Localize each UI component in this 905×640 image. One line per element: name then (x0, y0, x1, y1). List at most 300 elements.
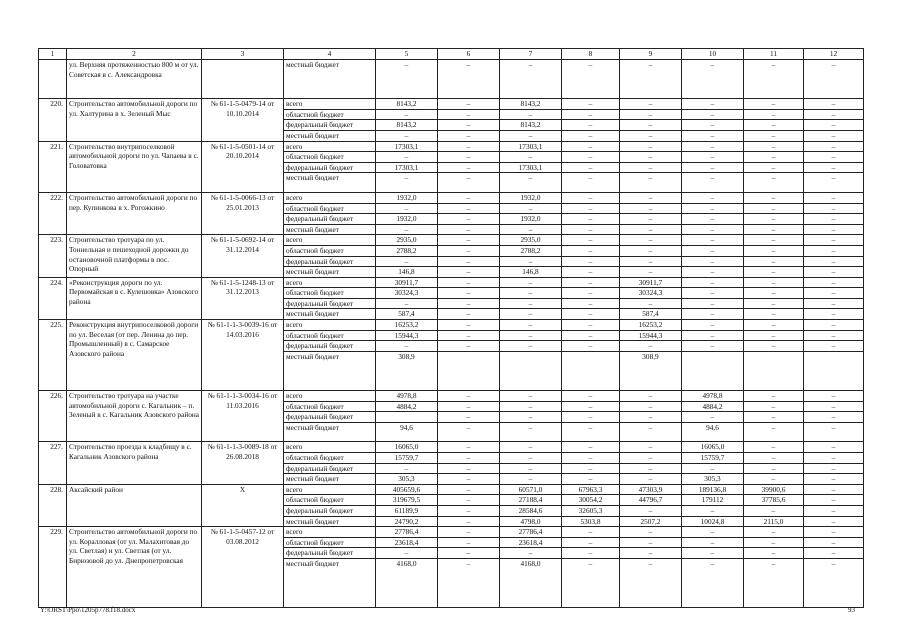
amount-cell: – (682, 109, 744, 120)
amount-cell: – (500, 152, 562, 163)
amount-cell: – (620, 192, 682, 203)
amount-cell: – (804, 537, 864, 548)
amount-cell: – (804, 224, 864, 235)
object-name: Строительство автомобильной дороги по пер. Купинкова в х. Рогожкино (67, 192, 202, 234)
amount-cell: 179112 (682, 495, 744, 506)
amount-cell: 2788,2 (376, 245, 438, 256)
amount-cell: – (804, 453, 864, 464)
amount-cell: 16065,0 (376, 442, 438, 453)
amount-cell: – (620, 141, 682, 152)
amount-cell: – (682, 277, 744, 288)
amount-cell: 23618,4 (376, 537, 438, 548)
amount-cell: – (804, 341, 864, 352)
funding-source: всего (284, 527, 376, 538)
amount-cell: – (376, 109, 438, 120)
amount-cell: – (682, 341, 744, 352)
amount-cell: – (500, 309, 562, 320)
amount-cell: – (620, 341, 682, 352)
amount-cell: – (438, 453, 500, 464)
amount-cell: 1932,0 (376, 214, 438, 225)
amount-cell: – (438, 99, 500, 110)
amount-cell: 2507,2 (620, 516, 682, 527)
amount-cell: – (500, 320, 562, 331)
amount-cell: 23618,4 (500, 537, 562, 548)
amount-cell: 47303,9 (620, 484, 682, 495)
amount-cell: 305,3 (682, 474, 744, 485)
amount-cell: – (744, 152, 804, 163)
amount-cell: – (562, 235, 620, 246)
funding-source: областной бюджет (284, 109, 376, 120)
amount-cell: – (500, 173, 562, 193)
amount-cell: – (438, 173, 500, 193)
table-row (39, 277, 864, 288)
column-number: 7 (500, 49, 562, 60)
page-number: 93 (848, 606, 855, 614)
amount-cell: – (804, 391, 864, 402)
funding-source: местный бюджет (284, 267, 376, 278)
amount-cell (744, 351, 804, 390)
amount-cell: – (804, 442, 864, 453)
amount-cell: – (804, 152, 864, 163)
amount-cell: 30911,7 (376, 277, 438, 288)
amount-cell: – (438, 256, 500, 267)
funding-source: всего (284, 192, 376, 203)
amount-cell: – (562, 453, 620, 464)
amount-cell: – (562, 474, 620, 485)
table-row (39, 141, 864, 152)
amount-cell: – (438, 537, 500, 548)
funding-source: федеральный бюджет (284, 505, 376, 516)
funding-source: федеральный бюджет (284, 162, 376, 173)
funding-source: местный бюджет (284, 351, 376, 390)
amount-cell: – (562, 298, 620, 309)
amount-cell (562, 351, 620, 390)
amount-cell (438, 351, 500, 390)
amount-cell: – (744, 192, 804, 203)
amount-cell: – (620, 422, 682, 442)
amount-cell: – (500, 203, 562, 214)
funding-source: федеральный бюджет (284, 548, 376, 559)
amount-cell: 15759,7 (682, 453, 744, 464)
amount-cell: – (376, 298, 438, 309)
amount-cell: 8143,2 (500, 120, 562, 131)
amount-cell: – (438, 309, 500, 320)
amount-cell: – (620, 298, 682, 309)
amount-cell: – (562, 442, 620, 453)
funding-source: федеральный бюджет (284, 412, 376, 423)
amount-cell: – (438, 267, 500, 278)
amount-cell: – (804, 162, 864, 173)
amount-cell: 94,6 (376, 422, 438, 442)
amount-cell: – (744, 309, 804, 320)
amount-cell: – (438, 320, 500, 331)
amount-cell: – (620, 214, 682, 225)
amount-cell: – (562, 109, 620, 120)
amount-cell: – (562, 162, 620, 173)
funding-source: областной бюджет (284, 401, 376, 412)
column-number: 12 (804, 49, 864, 60)
amount-cell: 61189,9 (376, 505, 438, 516)
amount-cell: – (562, 330, 620, 341)
amount-cell: – (438, 245, 500, 256)
amount-cell: 37785,6 (744, 495, 804, 506)
amount-cell: – (620, 130, 682, 141)
amount-cell: – (744, 60, 804, 99)
amount-cell: 189136,8 (682, 484, 744, 495)
amount-cell: – (682, 203, 744, 214)
amount-cell: – (682, 505, 744, 516)
amount-cell (682, 351, 744, 390)
funding-source: всего (284, 391, 376, 402)
table-row (39, 99, 864, 110)
amount-cell: – (744, 320, 804, 331)
amount-cell: 146,8 (500, 267, 562, 278)
amount-cell: 405659,6 (376, 484, 438, 495)
amount-cell: – (562, 224, 620, 235)
amount-cell: – (438, 412, 500, 423)
amount-cell: – (500, 412, 562, 423)
amount-cell: – (804, 401, 864, 412)
amount-cell: – (682, 214, 744, 225)
amount-cell: 27188,4 (500, 495, 562, 506)
object-name: Строительство тротуара по ул. Тоннельная и пешеходной дорожки до остановочной платформы в пос. Опорный (67, 235, 202, 277)
amount-cell: – (682, 256, 744, 267)
row-number: 225. (39, 320, 67, 391)
table-row (39, 235, 864, 246)
amount-cell: – (804, 214, 864, 225)
amount-cell: – (682, 120, 744, 131)
amount-cell: 32605,3 (562, 505, 620, 516)
amount-cell: – (500, 288, 562, 299)
column-number: 3 (202, 49, 284, 60)
amount-cell: – (744, 463, 804, 474)
amount-cell: – (804, 130, 864, 141)
amount-cell: 5303,8 (562, 516, 620, 527)
funding-source: областной бюджет (284, 495, 376, 506)
amount-cell: – (438, 548, 500, 559)
funding-source: местный бюджет (284, 224, 376, 235)
document-ref: № 61-1-5-0066-13 от 25.01.2013 (202, 192, 284, 234)
amount-cell: – (500, 109, 562, 120)
amount-cell: – (620, 401, 682, 412)
row-number (39, 60, 67, 99)
amount-cell: – (744, 442, 804, 453)
amount-cell: – (744, 224, 804, 235)
amount-cell: – (562, 120, 620, 131)
amount-cell: – (620, 60, 682, 99)
amount-cell: 8143,2 (500, 99, 562, 110)
amount-cell: – (620, 548, 682, 559)
amount-cell: – (744, 235, 804, 246)
column-number: 8 (562, 49, 620, 60)
column-number: 6 (438, 49, 500, 60)
amount-cell: – (682, 320, 744, 331)
object-name: «Реконструкция дороги по ул. Первомайская в с. Кулешовка» Азовского района (67, 277, 202, 319)
amount-cell: – (562, 558, 620, 607)
amount-cell (376, 412, 438, 423)
document-ref: № 61-1-5-0501-14 от 20.10.2014 (202, 141, 284, 192)
amount-cell: – (562, 537, 620, 548)
amount-cell: 8143,2 (376, 120, 438, 131)
amount-cell: – (500, 422, 562, 442)
document-ref: № 61-1-1-3-0039-16 от 14.03.2016 (202, 320, 284, 391)
amount-cell: – (620, 256, 682, 267)
amount-cell: 17303,1 (376, 141, 438, 152)
document-ref: № 61-1-1-3-0034-16 от 11.03.2016 (202, 391, 284, 442)
amount-cell: – (438, 120, 500, 131)
amount-cell: – (620, 412, 682, 423)
amount-cell: – (620, 474, 682, 485)
amount-cell: – (744, 256, 804, 267)
amount-cell: – (804, 120, 864, 131)
document-ref: Х (202, 484, 284, 526)
amount-cell: – (804, 192, 864, 203)
amount-cell: – (744, 109, 804, 120)
row-number: 220. (39, 99, 67, 141)
amount-cell: 60571,0 (500, 484, 562, 495)
amount-cell: 4884,2 (682, 401, 744, 412)
amount-cell: 24790,2 (376, 516, 438, 527)
amount-cell: – (804, 558, 864, 607)
amount-cell: – (438, 442, 500, 453)
funding-source: областной бюджет (284, 152, 376, 163)
amount-cell: 146,8 (376, 267, 438, 278)
amount-cell: – (804, 288, 864, 299)
amount-cell: – (682, 235, 744, 246)
amount-cell: – (438, 484, 500, 495)
amount-cell: – (438, 130, 500, 141)
object-name: Аксайский район (67, 484, 202, 526)
amount-cell: – (804, 277, 864, 288)
amount-cell: – (438, 391, 500, 402)
amount-cell: – (804, 235, 864, 246)
amount-cell: 1932,0 (376, 192, 438, 203)
amount-cell: – (500, 474, 562, 485)
amount-cell: – (500, 442, 562, 453)
funding-source: местный бюджет (284, 60, 376, 99)
row-number: 227. (39, 442, 67, 484)
amount-cell: 2115,0 (744, 516, 804, 527)
amount-cell: – (744, 453, 804, 464)
amount-cell: – (438, 109, 500, 120)
amount-cell: – (682, 99, 744, 110)
amount-cell: – (376, 130, 438, 141)
amount-cell: – (562, 203, 620, 214)
amount-cell: 16065,0 (682, 442, 744, 453)
amount-cell: 16253,2 (376, 320, 438, 331)
amount-cell: – (376, 224, 438, 235)
amount-cell: – (620, 203, 682, 214)
amount-cell: – (744, 391, 804, 402)
amount-cell: – (376, 548, 438, 559)
object-name: Строительство внутрипоселковой автомобильной дороги по ул. Чапаева в с. Головатовка (67, 141, 202, 192)
row-number: 224. (39, 277, 67, 319)
document-ref (202, 60, 284, 99)
amount-cell: – (562, 320, 620, 331)
funding-source: местный бюджет (284, 558, 376, 607)
amount-cell: 16253,2 (620, 320, 682, 331)
funding-source: федеральный бюджет (284, 341, 376, 352)
amount-cell: – (620, 453, 682, 464)
amount-cell: – (562, 277, 620, 288)
amount-cell: – (744, 141, 804, 152)
object-name: ул. Верхняя протяженностью 800 м от ул. Советская в с. Александровка (67, 60, 202, 99)
amount-cell: 44796,7 (620, 495, 682, 506)
amount-cell: – (438, 192, 500, 203)
amount-cell: – (620, 442, 682, 453)
amount-cell: – (500, 391, 562, 402)
amount-cell: – (438, 527, 500, 538)
amount-cell: 4168,0 (500, 558, 562, 607)
funding-source: местный бюджет (284, 130, 376, 141)
object-name: Строительство автомобильной дороги по ул. Коралловая (от ул. Малахитовая до ул. Светлая) и ул. Светлая (от ул. Бирюзовой до ул. Днепропетровская (67, 527, 202, 608)
amount-cell: – (562, 463, 620, 474)
row-number: 221. (39, 141, 67, 192)
amount-cell: – (500, 548, 562, 559)
amount-cell: – (500, 341, 562, 352)
amount-cell: – (562, 214, 620, 225)
table-row (39, 60, 864, 99)
amount-cell: – (562, 192, 620, 203)
document-ref: № 61-1-5-0692-14 от 31.12.2014 (202, 235, 284, 277)
funding-source: всего (284, 235, 376, 246)
amount-cell: 30054,2 (562, 495, 620, 506)
amount-cell (804, 351, 864, 390)
amount-cell: – (804, 330, 864, 341)
amount-cell: – (682, 224, 744, 235)
amount-cell: 2935,0 (500, 235, 562, 246)
amount-cell: – (562, 245, 620, 256)
amount-cell: – (804, 484, 864, 495)
amount-cell: – (804, 109, 864, 120)
amount-cell: – (562, 152, 620, 163)
object-name: Строительство автомобильной дороги по ул. Халтурина в х. Зеленый Мыс (67, 99, 202, 141)
funding-source: местный бюджет (284, 516, 376, 527)
amount-cell: – (804, 60, 864, 99)
funding-source: федеральный бюджет (284, 120, 376, 131)
amount-cell: – (620, 527, 682, 538)
amount-cell: – (804, 548, 864, 559)
amount-cell: – (438, 422, 500, 442)
amount-cell: – (744, 162, 804, 173)
amount-cell: – (438, 277, 500, 288)
amount-cell: – (682, 60, 744, 99)
row-number: 222. (39, 192, 67, 234)
amount-cell: – (744, 558, 804, 607)
amount-cell: – (562, 99, 620, 110)
amount-cell: – (620, 120, 682, 131)
amount-cell: – (562, 391, 620, 402)
amount-cell: 308,9 (620, 351, 682, 390)
amount-cell: – (804, 141, 864, 152)
amount-cell: 8143,2 (376, 99, 438, 110)
amount-cell: – (744, 527, 804, 538)
amount-cell: – (438, 505, 500, 516)
amount-cell: – (500, 60, 562, 99)
amount-cell: – (682, 412, 744, 423)
amount-cell: – (562, 60, 620, 99)
amount-cell: – (620, 109, 682, 120)
funding-source: областной бюджет (284, 537, 376, 548)
amount-cell: – (438, 214, 500, 225)
amount-cell: – (438, 288, 500, 299)
amount-cell: – (682, 548, 744, 559)
budget-table (38, 48, 864, 608)
amount-cell: – (500, 401, 562, 412)
row-number: 229. (39, 527, 67, 608)
funding-source: всего (284, 99, 376, 110)
amount-cell: – (376, 256, 438, 267)
amount-cell: – (682, 162, 744, 173)
amount-cell: – (682, 309, 744, 320)
amount-cell: – (682, 245, 744, 256)
amount-cell: – (500, 277, 562, 288)
amount-cell: – (438, 558, 500, 607)
funding-source: областной бюджет (284, 453, 376, 464)
amount-cell: – (682, 558, 744, 607)
amount-cell: – (804, 516, 864, 527)
funding-source: всего (284, 277, 376, 288)
funding-source: всего (284, 320, 376, 331)
amount-cell: – (620, 152, 682, 163)
amount-cell: – (744, 341, 804, 352)
amount-cell: – (376, 173, 438, 193)
object-name: Строительство тротуара на участке автомобильной дороги с. Кагальник – п. Зеленый в с. Кагальник Азовского района (67, 391, 202, 442)
amount-cell: – (682, 537, 744, 548)
table-row (39, 484, 864, 495)
amount-cell: 17303,1 (500, 162, 562, 173)
amount-cell: 28584,6 (500, 505, 562, 516)
amount-cell: 4884,2 (376, 401, 438, 412)
amount-cell: 30324,3 (620, 288, 682, 299)
amount-cell: – (562, 173, 620, 193)
amount-cell: 15944,3 (376, 330, 438, 341)
amount-cell: – (620, 99, 682, 110)
amount-cell: 30911,7 (620, 277, 682, 288)
amount-cell: – (376, 463, 438, 474)
amount-cell: – (744, 245, 804, 256)
amount-cell: – (438, 516, 500, 527)
amount-cell: – (804, 99, 864, 110)
amount-cell: – (562, 341, 620, 352)
amount-cell: 67963,3 (562, 484, 620, 495)
amount-cell: – (682, 141, 744, 152)
funding-source: федеральный бюджет (284, 256, 376, 267)
amount-cell (500, 351, 562, 390)
funding-source: федеральный бюджет (284, 463, 376, 474)
amount-cell: – (804, 474, 864, 485)
amount-cell: – (804, 298, 864, 309)
table-row (39, 192, 864, 203)
amount-cell: – (438, 235, 500, 246)
funding-source: всего (284, 141, 376, 152)
amount-cell: – (376, 203, 438, 214)
amount-cell: – (744, 288, 804, 299)
amount-cell: – (620, 267, 682, 278)
amount-cell: – (804, 495, 864, 506)
amount-cell: – (804, 309, 864, 320)
amount-cell: – (744, 330, 804, 341)
amount-cell: – (682, 173, 744, 193)
object-name: Строительство проезда к кладбищу в с. Кагальник Азовского района (67, 442, 202, 484)
amount-cell: – (744, 422, 804, 442)
amount-cell: – (744, 548, 804, 559)
amount-cell: – (500, 453, 562, 464)
row-number: 223. (39, 235, 67, 277)
funding-source: областной бюджет (284, 330, 376, 341)
amount-cell: – (620, 558, 682, 607)
amount-cell: 17303,1 (376, 162, 438, 173)
